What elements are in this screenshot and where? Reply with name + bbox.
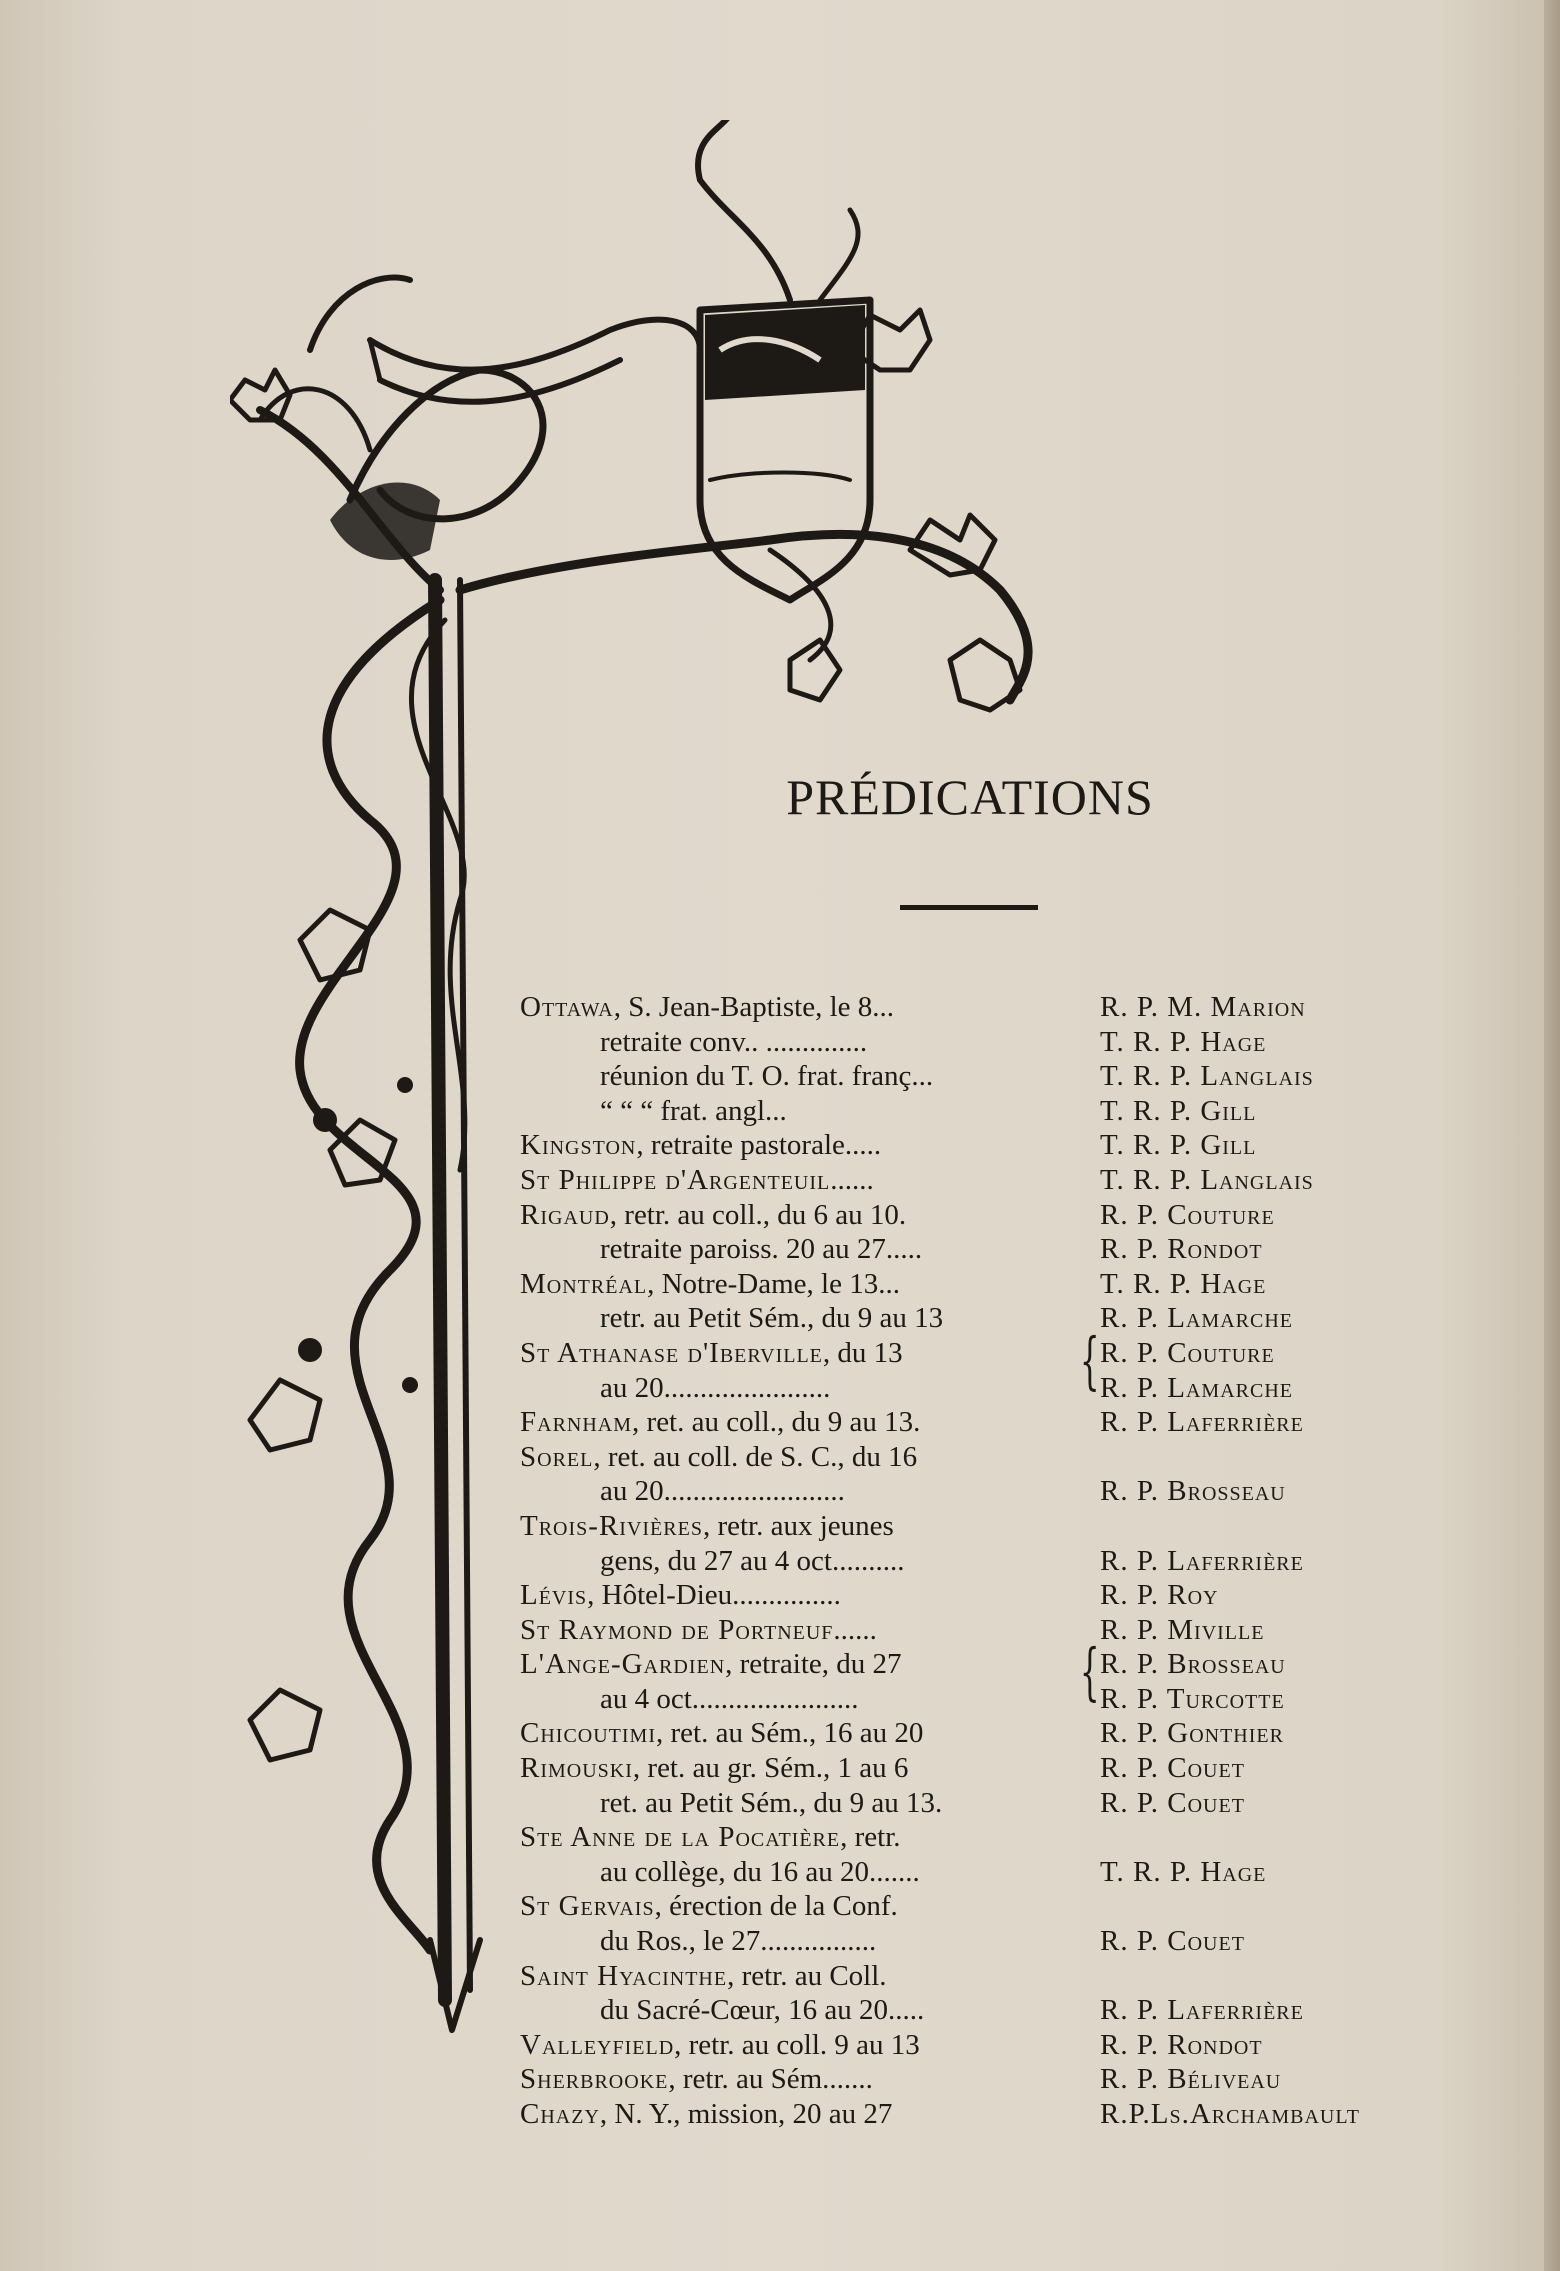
entry-location: [600, 1232, 922, 1267]
entry-preacher: T. R. P. Hage: [1100, 1025, 1267, 1058]
entry-detail: , retr. au coll., du 6 au 10.: [609, 1198, 907, 1231]
list-item: [520, 1889, 1520, 1924]
list-item: [520, 1544, 1520, 1579]
entry-preacher: R. P. Lamarche: [1100, 1302, 1293, 1335]
entry-place: Saint Hyacinthe: [520, 1959, 728, 1992]
entry-detail: du Ros., le 27................: [600, 1925, 877, 1958]
entry-preacher: R. P. Brosseau: [1100, 1648, 1286, 1681]
page-edge: [1544, 0, 1560, 2271]
list-item: [520, 1371, 1520, 1406]
entry-detail: , N. Y., mission, 20 au 27: [599, 2098, 893, 2130]
entry-location: [520, 1578, 841, 1613]
entry-detail: , retr.: [840, 1821, 901, 1854]
brace-mark: {: [1079, 1323, 1100, 1397]
entry-location: [520, 1716, 923, 1751]
entry-detail: ......: [833, 1613, 877, 1646]
entry-detail: , érection de la Conf.: [654, 1890, 898, 1923]
entry-location: [600, 1025, 867, 1060]
entry-location: [520, 1198, 906, 1233]
entry-detail: retraite paroiss. 20 au 27.....: [600, 1233, 923, 1266]
list-item: [520, 990, 1520, 1025]
list-item: [520, 1613, 1520, 1648]
entry-place: Rigaud: [520, 1198, 610, 1231]
entry-detail: au 4 oct.......................: [600, 1682, 859, 1715]
entry-place: Rimouski: [520, 1752, 633, 1785]
entry-preacher: T. R. P. Gill: [1100, 1129, 1257, 1162]
entry-preacher: T. R. P. Hage: [1100, 1267, 1267, 1300]
list-item: [520, 2097, 1520, 2132]
list-item: [520, 1786, 1520, 1821]
entry-location: [600, 1924, 876, 1959]
entry-place: St Raymond de Portneuf: [520, 1613, 834, 1646]
entry-detail: , retraite, du 27: [725, 1648, 902, 1681]
entry-preacher: R. P. Couet: [1100, 1752, 1245, 1785]
entry-place: St Athanase d'Iberville: [520, 1336, 823, 1369]
entry-preacher: T. R. P. Langlais: [1100, 1060, 1314, 1093]
entry-preacher: R. P. Rondot: [1100, 1233, 1263, 1266]
entry-location: [520, 1440, 917, 1475]
entry-place: St Philippe d'Argenteuil: [520, 1163, 831, 1196]
entry-detail: , ret. au gr. Sém., 1 au 6: [632, 1752, 909, 1785]
entry-location: [600, 1682, 859, 1717]
list-item: [520, 1993, 1520, 2028]
entry-detail: , Notre-Dame, le 13...: [647, 1267, 900, 1300]
entry-location: [520, 1647, 902, 1682]
entry-location: [520, 1405, 920, 1440]
entry-detail: , retraite pastorale.....: [636, 1129, 882, 1162]
entry-location: [600, 1059, 933, 1094]
entry-location: [520, 2062, 873, 2097]
entry-location: [600, 1371, 830, 1406]
entry-place: Kingston: [520, 1129, 637, 1162]
entry-place: Ste Anne de la Pocatière: [520, 1821, 841, 1854]
entry-location: [520, 2028, 920, 2063]
entry-location: [600, 1474, 845, 1509]
entry-detail: , retr. au Coll.: [727, 1959, 887, 1992]
entry-detail: , ret. au coll., du 9 au 13.: [632, 1406, 921, 1439]
entry-preacher: R. P. Couet: [1100, 1925, 1245, 1958]
entry-detail: , retr. au Sém.......: [668, 2063, 873, 2096]
entry-preacher: R. P. Lamarche: [1100, 1371, 1293, 1404]
entry-place: Farnham: [520, 1406, 633, 1439]
list-item: [520, 1820, 1520, 1855]
list-item: [520, 1474, 1520, 1509]
entry-location: [600, 1993, 924, 2028]
entry-detail: , S. Jean-Baptiste, le 8...: [613, 991, 895, 1023]
list-item: [520, 1267, 1520, 1302]
entry-preacher: R. P. Couet: [1100, 1786, 1245, 1819]
list-item: [520, 1855, 1520, 1890]
entry-location: [520, 1613, 877, 1648]
entry-location: [520, 1820, 901, 1855]
entry-preacher: R. P. Roy: [1100, 1579, 1219, 1612]
entry-location: [520, 1336, 903, 1371]
entry-place: Sherbrooke: [520, 2063, 669, 2096]
entry-preacher: T. R. P. Gill: [1100, 1094, 1257, 1127]
entry-place: Sorel: [520, 1440, 594, 1473]
entry-detail: au 20.........................: [600, 1475, 845, 1508]
entry-location: [600, 1301, 943, 1336]
entry-detail: , ret. au coll. de S. C., du 16: [593, 1440, 918, 1473]
entry-location: [600, 1094, 787, 1129]
list-item: [520, 1405, 1520, 1440]
entry-detail: au 20.......................: [600, 1371, 831, 1404]
entry-location: [520, 1128, 881, 1163]
list-item: [520, 1440, 1520, 1475]
page-title: PRÉDICATIONS: [786, 769, 1154, 825]
list-item: [520, 1128, 1520, 1163]
list-item: [520, 1232, 1520, 1267]
entry-detail: retr. au Petit Sém., du 9 au 13: [600, 1302, 944, 1335]
entry-detail: gens, du 27 au 4 oct..........: [600, 1544, 905, 1577]
list-item: [520, 1578, 1520, 1613]
list-item: [520, 1163, 1520, 1198]
entry-place: St Gervais: [520, 1890, 655, 1923]
list-item: [520, 1059, 1520, 1094]
entry-location: [520, 1267, 900, 1302]
entry-preacher: R. P. Laferrière: [1100, 1544, 1304, 1577]
entry-preacher: R. P. Miville: [1100, 1613, 1265, 1646]
entry-location: [520, 1889, 898, 1924]
sermon-list: [520, 990, 1520, 2132]
title-rule: [900, 905, 1038, 910]
entry-detail: réunion du T. O. frat. franç...: [600, 1060, 934, 1093]
entry-location: [600, 1544, 904, 1579]
list-item: [520, 1959, 1520, 1994]
entry-preacher: R. P. Laferrière: [1100, 1406, 1304, 1439]
entry-preacher: R. P. Laferrière: [1100, 1994, 1304, 2027]
list-item: [520, 1198, 1520, 1233]
entry-location: [520, 1509, 894, 1544]
entry-location: [520, 1751, 908, 1786]
list-item: [520, 1025, 1520, 1060]
entry-location: [600, 1786, 942, 1821]
brace-mark: {: [1079, 1635, 1100, 1709]
entry-detail: “ “ “ frat. angl...: [600, 1094, 787, 1127]
list-item: [520, 2062, 1520, 2097]
list-item: [520, 1094, 1520, 1129]
list-item: [520, 1751, 1520, 1786]
entry-preacher: R. P. Rondot: [1100, 2028, 1263, 2061]
entry-place: Ottawa: [520, 991, 614, 1023]
entry-detail: du Sacré-Cœur, 16 au 20.....: [600, 1994, 925, 2027]
entry-detail: ......: [830, 1163, 874, 1196]
entry-preacher: T. R. P. Langlais: [1100, 1163, 1314, 1196]
entry-detail: , retr. au coll. 9 au 13: [674, 2028, 920, 2061]
entry-place: Trois-Rivières: [520, 1509, 703, 1542]
list-item: [520, 2028, 1520, 2063]
entry-detail: , ret. au Sém., 16 au 20: [656, 1717, 924, 1750]
entry-detail: , Hôtel-Dieu...............: [587, 1579, 841, 1612]
entry-detail: au collège, du 16 au 20.......: [600, 1855, 920, 1888]
entry-location: [520, 990, 894, 1025]
list-item: [520, 1924, 1520, 1959]
entry-place: L'Ange-Gardien: [520, 1648, 726, 1681]
entry-place: Chicoutimi: [520, 1717, 656, 1750]
entry-preacher: R. P. Turcotte: [1100, 1682, 1285, 1715]
entry-place: Lévis: [520, 1579, 588, 1612]
entry-preacher: R. P. Couture: [1100, 1198, 1275, 1231]
entry-location: [520, 1959, 887, 1994]
entry-detail: ret. au Petit Sém., du 9 au 13.: [600, 1786, 943, 1819]
entry-detail: , du 13: [822, 1336, 903, 1369]
entry-location: [600, 1855, 920, 1890]
entry-detail: , retr. aux jeunes: [702, 1509, 894, 1542]
entry-place: Montréal: [520, 1267, 648, 1300]
entry-location: [520, 1163, 874, 1198]
entry-preacher: T. R. P. Hage: [1100, 1855, 1267, 1888]
entry-preacher: R. P. Béliveau: [1100, 2063, 1282, 2096]
entry-place: Valleyfield: [520, 2028, 675, 2061]
entry-detail: retraite conv.. ..............: [600, 1025, 868, 1058]
entry-preacher: R. P. Brosseau: [1100, 1475, 1286, 1508]
list-item: [520, 1716, 1520, 1751]
list-item: [520, 1301, 1520, 1336]
entry-preacher: R. P. Couture: [1100, 1336, 1275, 1369]
list-item: [520, 1682, 1520, 1717]
entry-location: [520, 2097, 892, 2132]
list-item: [520, 1509, 1520, 1544]
entry-preacher: R. P. Gonthier: [1100, 1717, 1284, 1750]
entry-preacher: R. P. M. Marion: [1100, 991, 1306, 1023]
entry-place: Chazy: [520, 2098, 600, 2130]
entry-preacher: R.P.Ls.Archambault: [1100, 2098, 1360, 2130]
